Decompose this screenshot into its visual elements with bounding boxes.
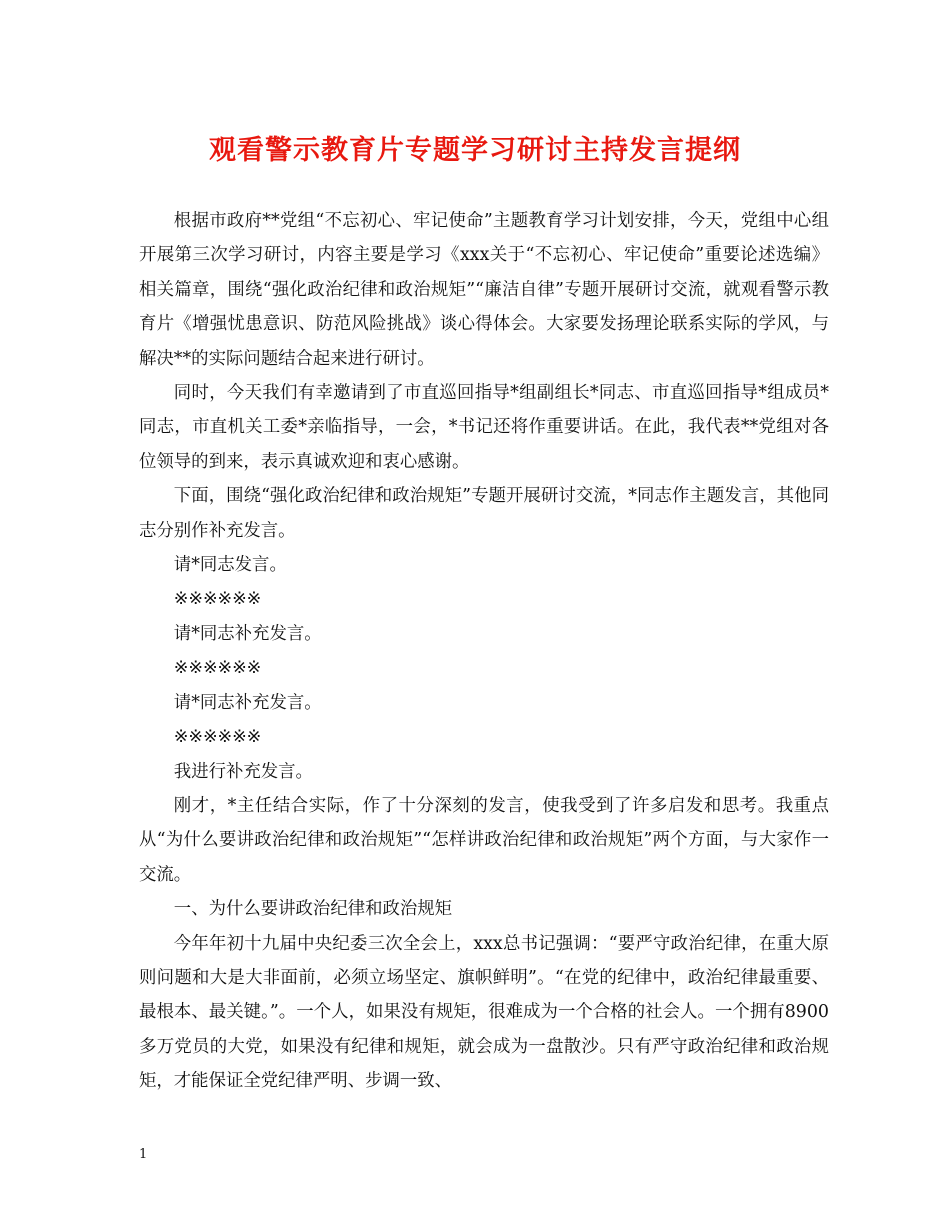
paragraph-speaker-1: 请*同志发言。 [173,555,287,576]
paragraph-host-remarks: 我进行补充发言。 [173,761,313,782]
paragraph-agenda: 下面，围绕“强化政治纪律和政治规矩”专题开展研讨交流，*同志作主题发言，其他同志分别作补充发言。 [139,486,829,541]
paragraph-speaker-3: 请*同志补充发言。 [173,692,322,713]
placeholder-marks-1: ※※※※※※ [173,589,262,610]
document-body [139,204,829,1099]
paragraph-speaker-2: 请*同志补充发言。 [173,623,322,644]
paragraph-section-1-body: 今年年初十九届中央纪委三次全会上，xxx总书记强调：“要严守政治纪律，在重大原则问题和大是大非面前，必须立场坚定、旗帜鲜明”。“在党的纪律中，政治纪律最重要、最根本、最关键。”。一个人，如果没有规矩，很难成为一个合格的社会人。一个拥有8900多万党员的大党，如果没有纪律和规矩，就会成为一盘散沙。只有严守政治纪律和政治规矩，才能保证全党纪律严明、步调一致、 [139,933,829,1092]
paragraph-summary: 刚才，*主任结合实际，作了十分深刻的发言，使我受到了许多启发和思考。我重点从“为什么要讲政治纪律和政治规矩”“怎样讲政治纪律和政治规矩”两个方面，与大家作一交流。 [139,795,829,885]
page-number: 1 [139,1147,148,1162]
placeholder-marks-2: ※※※※※※ [173,658,262,679]
paragraph-intro: 根据市政府**党组“不忘初心、牢记使命”主题教育学习计划安排，今天，党组中心组开展第三次学习研讨，内容主要是学习《xxx关于“不忘初心、牢记使命”重要论述选编》相关篇章，围绕“强化政治纪律和政治规矩”“廉洁自律”专题开展研讨交流，就观看警示教育片《增强忧患意识、防范风险挑战》谈心得体会。大家要发扬理论联系实际的学风，与解决**的实际问题结合起来进行研讨。 [139,211,829,369]
placeholder-marks-3: ※※※※※※ [173,727,262,748]
paragraph-welcome: 同时，今天我们有幸邀请到了市直巡回指导*组副组长*同志、市直巡回指导*组成员*同志，市直机关工委*亲临指导，一会，*书记还将作重要讲话。在此，我代表**党组对各位领导的到来，表示真诚欢迎和衷心感谢。 [139,383,829,472]
document-title: 观看警示教育片专题学习研讨主持发言提纲 [209,135,741,166]
section-heading-1: 一、为什么要讲政治纪律和政治规矩 [173,899,453,920]
